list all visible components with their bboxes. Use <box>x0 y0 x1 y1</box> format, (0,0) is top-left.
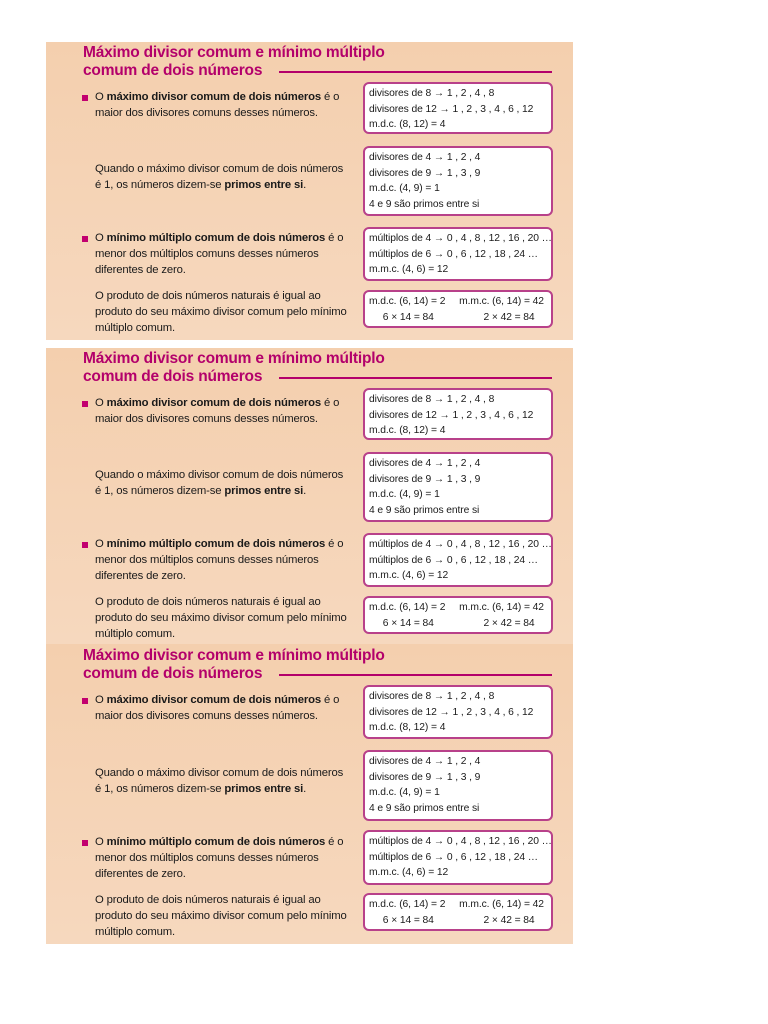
summary-card-3 <box>46 644 573 944</box>
mmc-definition: O mínimo múltiplo comum de dois números é o menor dos múltiplos comuns desses números diferentes de zero. <box>95 232 344 276</box>
box-line: m.d.c. (6, 14) = 2 m.m.c. (6, 14) = 42 <box>369 602 544 613</box>
box-line: divisores de 9 → 1 , 3 , 9 <box>369 473 481 485</box>
bullet-icon <box>82 840 88 846</box>
mdc-definition: O máximo divisor comum de dois números é o maior dos divisores comuns desses números. <box>95 91 340 119</box>
box-line: m.d.c. (8, 12) = 4 <box>369 425 446 436</box>
box-line: múltiplos de 6 → 0 , 6 , 12 , 18 , 24 … <box>369 248 538 260</box>
primos-definition: Quando o máximo divisor comum de dois números é 1, os números dizem-se primos entre si. <box>95 767 344 795</box>
box-line: m.m.c. (4, 6) = 12 <box>369 264 449 275</box>
box-line: divisores de 8 → 1 , 2 , 4 , 8 <box>369 88 495 99</box>
bullet-icon <box>82 401 88 407</box>
card-title <box>83 44 385 80</box>
box-line: m.d.c. (8, 12) = 4 <box>369 722 446 733</box>
produto-property: O produto de dois números naturais é igual ao produto do seu máximo divisor comum pelo mínimo múltiplo comum. <box>95 894 347 938</box>
bullet-icon <box>82 236 88 242</box>
primos-definition: Quando o máximo divisor comum de dois números é 1, os números dizem-se primos entre si. <box>95 163 344 191</box>
mdc-example-box <box>363 82 553 134</box>
box-line: 6 × 14 = 84 2 × 42 = 84 <box>369 617 535 629</box>
card-title-line1: Máximo divisor comum e mínimo múltiplo <box>83 44 385 61</box>
bullet-icon <box>82 542 88 548</box>
box-line: divisores de 4 → 1 , 2 , 4 <box>369 458 481 469</box>
box-line: 4 e 9 são primos entre si <box>369 802 480 814</box>
mdc-definition: O máximo divisor comum de dois números é o maior dos divisores comuns desses números. <box>95 397 340 425</box>
box-line: m.d.c. (4, 9) = 1 <box>369 787 440 798</box>
card-title-line1: Máximo divisor comum e mínimo múltiplo <box>83 350 385 367</box>
mdc-example-box <box>363 388 553 440</box>
box-line: divisores de 12 → 1 , 2 , 3 , 4 , 6 , 12 <box>369 409 534 421</box>
box-line: m.d.c. (6, 14) = 2 m.m.c. (6, 14) = 42 <box>369 899 544 910</box>
summary-card-2 <box>46 348 573 644</box>
mdc-definition: O máximo divisor comum de dois números é o maior dos divisores comuns desses números. <box>95 694 340 722</box>
card-title <box>83 647 385 683</box>
produto-property: O produto de dois números naturais é igual ao produto do seu máximo divisor comum pelo mínimo múltiplo comum. <box>95 290 347 334</box>
box-line: m.m.c. (4, 6) = 12 <box>369 570 449 581</box>
card-title-line2: comum de dois números <box>83 62 263 79</box>
box-line: divisores de 4 → 1 , 2 , 4 <box>369 756 481 767</box>
mmc-example-box <box>363 227 553 281</box>
summary-card-1 <box>46 42 573 340</box>
box-line: múltiplos de 6 → 0 , 6 , 12 , 18 , 24 … <box>369 554 538 566</box>
card-title-line2: comum de dois números <box>83 368 263 385</box>
title-rule <box>279 377 552 379</box>
box-line: m.d.c. (4, 9) = 1 <box>369 489 440 500</box>
box-line: 6 × 14 = 84 2 × 42 = 84 <box>369 311 535 323</box>
box-line: divisores de 12 → 1 , 2 , 3 , 4 , 6 , 12 <box>369 103 534 115</box>
box-line: 6 × 14 = 84 2 × 42 = 84 <box>369 914 535 926</box>
mmc-definition: O mínimo múltiplo comum de dois números é o menor dos múltiplos comuns desses números diferentes de zero. <box>95 836 344 880</box>
box-line: divisores de 8 → 1 , 2 , 4 , 8 <box>369 691 495 702</box>
box-line: divisores de 9 → 1 , 3 , 9 <box>369 167 481 179</box>
box-line: m.m.c. (4, 6) = 12 <box>369 867 449 878</box>
box-line: divisores de 4 → 1 , 2 , 4 <box>369 152 481 163</box>
box-line: 4 e 9 são primos entre si <box>369 198 480 210</box>
mmc-definition: O mínimo múltiplo comum de dois números é o menor dos múltiplos comuns desses números diferentes de zero. <box>95 538 344 582</box>
box-line: múltiplos de 6 → 0 , 6 , 12 , 18 , 24 … <box>369 851 538 863</box>
mmc-example-box <box>363 830 553 885</box>
card-title-line2: comum de dois números <box>83 665 263 682</box>
box-line: 4 e 9 são primos entre si <box>369 504 480 516</box>
box-line: m.d.c. (6, 14) = 2 m.m.c. (6, 14) = 42 <box>369 296 544 307</box>
box-line: m.d.c. (8, 12) = 4 <box>369 119 446 130</box>
box-line: divisores de 8 → 1 , 2 , 4 , 8 <box>369 394 495 405</box>
primos-definition: Quando o máximo divisor comum de dois números é 1, os números dizem-se primos entre si. <box>95 469 344 497</box>
mdc-example-box <box>363 685 553 739</box>
primos-example-box <box>363 452 553 522</box>
produto-property: O produto de dois números naturais é igual ao produto do seu máximo divisor comum pelo mínimo múltiplo comum. <box>95 596 347 640</box>
produto-example-box <box>363 893 553 931</box>
title-rule <box>279 674 552 676</box>
card-title <box>83 350 385 386</box>
box-line: múltiplos de 4 → 0 , 4 , 8 , 12 , 16 , 20 … <box>369 836 552 847</box>
title-rule <box>279 71 552 73</box>
primos-example-box <box>363 750 553 821</box>
produto-example-box <box>363 290 553 328</box>
card-title-line1: Máximo divisor comum e mínimo múltiplo <box>83 647 385 664</box>
box-line: múltiplos de 4 → 0 , 4 , 8 , 12 , 16 , 20 … <box>369 539 552 550</box>
bullet-icon <box>82 95 88 101</box>
produto-example-box <box>363 596 553 634</box>
box-line: múltiplos de 4 → 0 , 4 , 8 , 12 , 16 , 20 … <box>369 233 552 244</box>
box-line: divisores de 12 → 1 , 2 , 3 , 4 , 6 , 12 <box>369 706 534 718</box>
box-line: divisores de 9 → 1 , 3 , 9 <box>369 771 481 783</box>
mmc-example-box <box>363 533 553 587</box>
primos-example-box <box>363 146 553 216</box>
box-line: m.d.c. (4, 9) = 1 <box>369 183 440 194</box>
bullet-icon <box>82 698 88 704</box>
